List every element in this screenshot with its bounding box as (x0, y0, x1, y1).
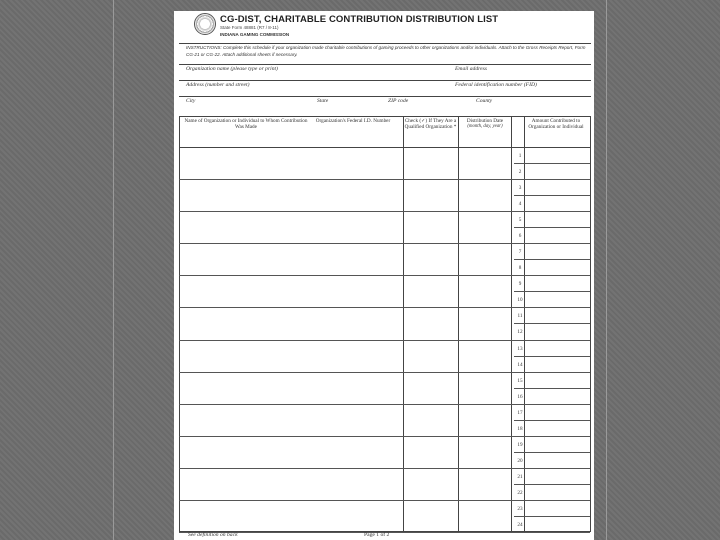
row-number: 15 (517, 377, 523, 384)
row-number: 12 (517, 329, 523, 336)
row-number: 5 (518, 217, 522, 224)
footer-note: See definition on back (188, 532, 238, 538)
row-number: 17 (517, 409, 523, 416)
row-number: 1 (518, 153, 522, 160)
county-field[interactable]: County (476, 98, 493, 104)
row-number: 11 (517, 313, 523, 320)
row-number: 2 (518, 169, 522, 176)
row-number: 14 (517, 361, 523, 368)
date-format-label: (month, day, year) (467, 124, 503, 130)
row-number: 21 (517, 473, 523, 480)
date-column-header (459, 118, 511, 131)
email-field[interactable]: Email address (455, 66, 487, 72)
address-field[interactable]: Address (number and street) (186, 82, 250, 88)
row-number: 8 (518, 265, 522, 272)
amount-entry-line[interactable] (514, 148, 590, 533)
form-number: State Form 48881 (R7 / 8-11) (220, 25, 279, 30)
divider (179, 64, 591, 65)
qualified-column-header: Check (✓) If They Are a Qualified Organization * (404, 118, 457, 131)
row-number: 9 (518, 281, 522, 288)
fid-column-header: Organization's Federal I.D. Number (315, 118, 391, 124)
instructions-text: INSTRUCTIONS: Complete this schedule if your organization made charitable contributions of gaming proceeds to other organizations and/or individuals. Attach to the Gross Receipts Report, Form CG-21 or CG-22. Attach additional sheets if necessary. (186, 45, 586, 57)
row-number: 3 (518, 185, 522, 192)
divider (179, 96, 591, 97)
zip-field[interactable]: ZIP code (388, 98, 409, 104)
city-field[interactable]: City (186, 98, 196, 104)
row-number: 7 (518, 249, 522, 256)
row-number: 16 (517, 393, 523, 400)
row-number: 10 (517, 297, 523, 304)
row-number: 23 (517, 505, 523, 512)
form-title: CG-DIST, CHARITABLE CONTRIBUTION DISTRIBUTION LIST (220, 14, 499, 25)
org-name-field[interactable]: Organization name (please type or print) (186, 66, 278, 72)
divider (179, 43, 591, 44)
amount-column-header: Amount Contributed to Organization or Individual (528, 118, 584, 131)
row-number: 13 (517, 345, 523, 352)
row-number: 22 (517, 489, 523, 496)
divider (179, 116, 591, 117)
form-page (174, 11, 594, 540)
distribution-table (179, 147, 590, 532)
recipient-column-header: Name of Organization or Individual to Whom Contribution Was Made (184, 118, 308, 131)
row-number: 19 (517, 441, 523, 448)
row-number: 20 (517, 457, 523, 464)
divider (179, 80, 591, 81)
row-number: 24 (517, 521, 523, 528)
state-field[interactable]: State (317, 98, 329, 104)
row-number: 4 (518, 201, 522, 208)
page-number: Page 1 of 2 (364, 532, 390, 538)
agency-name: INDIANA GAMING COMMISSION (220, 32, 290, 37)
state-seal-icon (194, 13, 216, 35)
row-number: 6 (518, 233, 522, 240)
fein-field[interactable]: Federal identification number (FID) (455, 82, 537, 88)
entry-row[interactable] (179, 148, 514, 533)
row-number: 18 (517, 425, 523, 432)
date-column-label: Distribution Date (466, 118, 504, 124)
